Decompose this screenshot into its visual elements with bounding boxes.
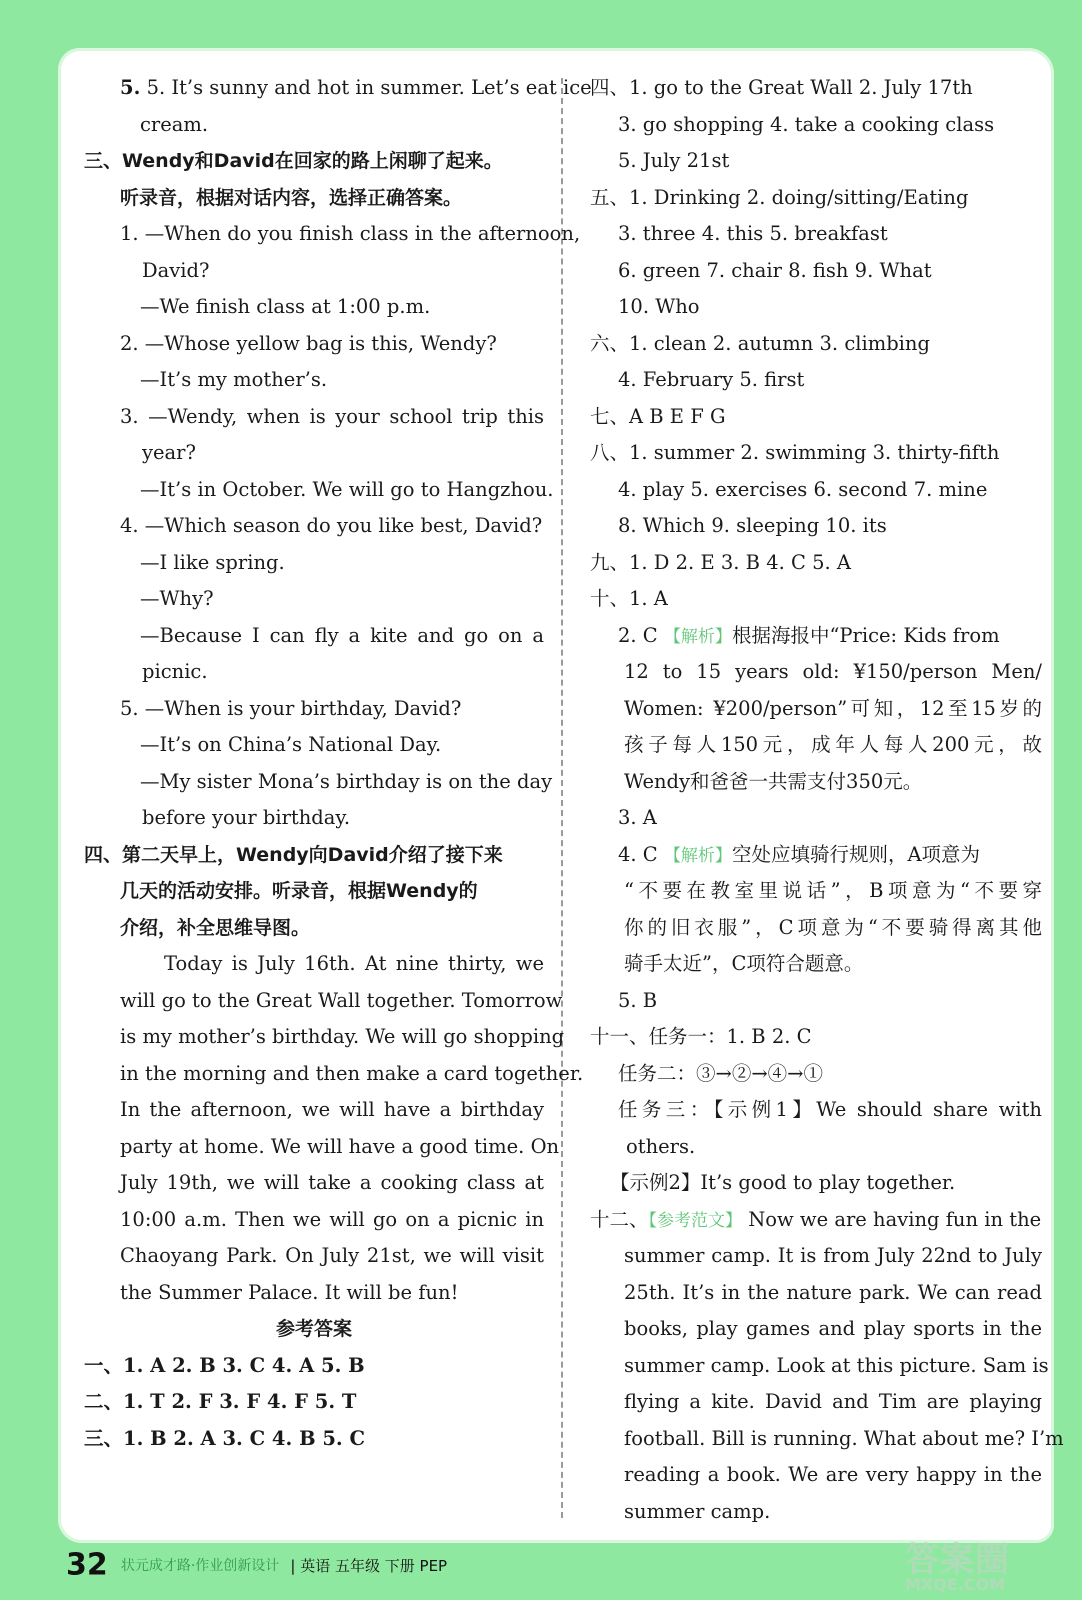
dialogue-line: year? bbox=[142, 441, 196, 464]
transcript-line: July 19th, we will take a cooking class at bbox=[120, 1171, 544, 1194]
dialogue-line: —I like spring. bbox=[140, 550, 285, 574]
dialogue-line: before your birthday. bbox=[142, 806, 351, 829]
dialogue-line: 5. —When is your birthday, David? bbox=[120, 696, 462, 720]
essay-line: flying a kite. David and Tim are playing bbox=[624, 1390, 1042, 1413]
answer-line: 六、1. clean 2. autumn 3. climbing bbox=[590, 331, 930, 355]
answer-line: 5. B bbox=[618, 988, 658, 1012]
essay-line: 25th. It’s in the nature park. We can read bbox=[624, 1280, 1042, 1304]
transcript-line: Today is July 16th. At nine thirty, we bbox=[164, 952, 544, 975]
transcript-line: the Summer Palace. It will be fun! bbox=[120, 1280, 459, 1304]
watermark-text: 答案圈 bbox=[905, 1540, 1010, 1580]
series-name: 状元成才路·作业创新设计 bbox=[120, 1557, 280, 1574]
section-heading: 听录音，根据对话内容，选择正确答案。 bbox=[120, 186, 463, 209]
section-heading: 几天的活动安排。听录音，根据Wendy的 bbox=[120, 880, 478, 902]
dialogue-line: 2. —Whose yellow bag is this, Wendy? bbox=[120, 331, 497, 355]
answer-line: 3. three 4. this 5. breakfast bbox=[618, 222, 888, 245]
explanation-line: 你的旧衣服”，C项意为“不要骑得离其他 bbox=[624, 915, 1042, 939]
section-heading: 四、第二天早上，Wendy向David介绍了接下来 bbox=[84, 843, 503, 866]
transcript-line: will go to the Great Wall together. Tomorrow bbox=[120, 988, 563, 1012]
dialogue-line: —We finish class at 1:00 p.m. bbox=[140, 295, 431, 318]
dialogue-line: —It’s in October. We will go to Hangzhou. bbox=[140, 477, 554, 501]
transcript-line: in the morning and then make a card together. bbox=[120, 1061, 584, 1085]
answer-line: 3. A bbox=[618, 806, 657, 829]
answer-line: 10. Who bbox=[618, 295, 700, 318]
answer-line: 6. green 7. chair 8. fish 9. What bbox=[618, 258, 932, 282]
answer-line: 4. February 5. first bbox=[618, 368, 805, 391]
answer-item: 4. C bbox=[618, 842, 658, 866]
column-divider bbox=[561, 78, 563, 1518]
answer-line: 4. play 5. exercises 6. second 7. mine bbox=[618, 477, 988, 501]
dialogue-line: 4. —Which season do you like best, David? bbox=[120, 514, 543, 537]
answer-line: others. bbox=[626, 1134, 696, 1158]
dialogue-line: —My sister Mona’s birthday is on the day bbox=[140, 769, 553, 793]
answer-line: 任务三：【示例1】We should share with bbox=[618, 1098, 1042, 1121]
answer-line: 九、1. D 2. E 3. B 4. C 5. A bbox=[590, 550, 852, 574]
dialogue-line: —Why? bbox=[140, 587, 214, 610]
explanation-line: 骑手太近”，C项符合题意。 bbox=[624, 952, 864, 975]
explanation-line: 孩子每人150元，成年人每人200元，故 bbox=[624, 733, 1042, 756]
dialogue-line: David? bbox=[142, 258, 210, 282]
answer-line: 5. July 21st bbox=[618, 149, 730, 172]
page-number: 32 bbox=[66, 1547, 108, 1583]
essay-line: reading a book. We are very happy in the bbox=[624, 1463, 1042, 1486]
text-line: 5. 5. It’s sunny and hot in summer. Let’s eat ice bbox=[120, 76, 592, 99]
dialogue-line: 1. —When do you finish class in the afternoon, bbox=[120, 222, 581, 245]
dialogue-line: picnic. bbox=[142, 660, 208, 683]
section-heading: 三、Wendy和David在回家的路上闲聊了起来。 bbox=[84, 150, 503, 172]
transcript-line: is my mother’s birthday. We will go shopping bbox=[120, 1025, 565, 1048]
essay-line: summer camp. bbox=[624, 1499, 771, 1523]
essay-line: summer camp. It is from July 22nd to July bbox=[624, 1244, 1042, 1267]
book-info: | 英语 五年级 下册 PEP bbox=[290, 1556, 448, 1575]
answer-line: 三、1. B 2. A 3. C 4. B 5. C bbox=[84, 1426, 366, 1450]
answer-item: 2. C bbox=[618, 623, 658, 647]
explanation-line: Women: ¥200/person”可知，12至15岁的 bbox=[624, 696, 1042, 720]
answer-line: 十、1. A bbox=[590, 587, 668, 610]
section-heading: 介绍，补全思维导图。 bbox=[120, 916, 311, 939]
watermark-url: MXQE.COM bbox=[905, 1575, 1006, 1594]
left-column bbox=[84, 70, 592, 1457]
transcript-line: party at home. We will have a good time. On bbox=[120, 1134, 560, 1158]
essay-line: books, play games and play sports in the bbox=[624, 1317, 1042, 1340]
answer-line: 四、1. go to the Great Wall 2. July 17th bbox=[590, 76, 973, 99]
explanation-line: Wendy和爸爸一共需支付350元。 bbox=[624, 769, 923, 793]
explanation-line bbox=[590, 837, 1042, 874]
sample-essay-tag: 【参考范文】 bbox=[648, 1210, 743, 1231]
answer-line: 【示例2】It’s good to play together. bbox=[610, 1171, 956, 1194]
dialogue-line: —It’s on China’s National Day. bbox=[140, 733, 442, 756]
essay-line: summer camp. Look at this picture. Sam is bbox=[624, 1353, 1049, 1377]
answer-line: 八、1. summer 2. swimming 3. thirty-fifth bbox=[590, 441, 1000, 464]
explanation-line: “不要在教室里说话”，B项意为“不要穿 bbox=[624, 879, 1042, 902]
explanation-line bbox=[590, 618, 1042, 655]
answer-line: 3. go shopping 4. take a cooking class bbox=[618, 112, 995, 136]
explanation-text: 根据海报中“Price: Kids from bbox=[731, 623, 1000, 647]
watermark-logo bbox=[905, 1532, 1065, 1592]
answer-key-title: 参考答案 bbox=[275, 1318, 352, 1340]
answer-line: 十一、任务一：1. B 2. C bbox=[590, 1025, 812, 1048]
answer-line: 五、1. Drinking 2. doing/sitting/Eating bbox=[590, 185, 969, 209]
explanation-line: 12 to 15 years old: ¥150/person Men/ bbox=[624, 660, 1042, 683]
section-label: 十二、 bbox=[590, 1207, 649, 1231]
analysis-tag: 【解析】 bbox=[663, 626, 732, 647]
essay-line: football. Bill is running. What about me? I’m bbox=[624, 1426, 1064, 1450]
text-line: cream. bbox=[140, 112, 209, 136]
essay-line bbox=[590, 1202, 1042, 1239]
analysis-tag: 【解析】 bbox=[663, 845, 732, 866]
transcript-line: 10:00 a.m. Then we will go on a picnic in bbox=[120, 1207, 544, 1231]
essay-text: Now we are having fun in the bbox=[748, 1207, 1042, 1231]
answer-line: 二、1. T 2. F 3. F 4. F 5. T bbox=[84, 1390, 357, 1413]
answer-line: 一、1. A 2. B 3. C 4. A 5. B bbox=[84, 1353, 365, 1377]
transcript-line: In the afternoon, we will have a birthday bbox=[120, 1098, 544, 1121]
explanation-text: 空处应填骑行规则，A项意为 bbox=[731, 842, 981, 866]
right-column bbox=[590, 70, 1064, 1530]
answer-line: 8. Which 9. sleeping 10. its bbox=[618, 514, 887, 537]
dialogue-line: 3. —Wendy, when is your school trip this bbox=[120, 404, 544, 428]
dialogue-line: —It’s my mother’s. bbox=[140, 368, 328, 391]
transcript-line: Chaoyang Park. On July 21st, we will visit bbox=[120, 1244, 544, 1267]
answer-line: 七、A B E F G bbox=[590, 404, 726, 428]
page-footer bbox=[66, 1545, 447, 1585]
dialogue-line: —Because I can fly a kite and go on a bbox=[140, 623, 544, 647]
answer-line: 任务二：③→②→④→① bbox=[618, 1061, 824, 1085]
